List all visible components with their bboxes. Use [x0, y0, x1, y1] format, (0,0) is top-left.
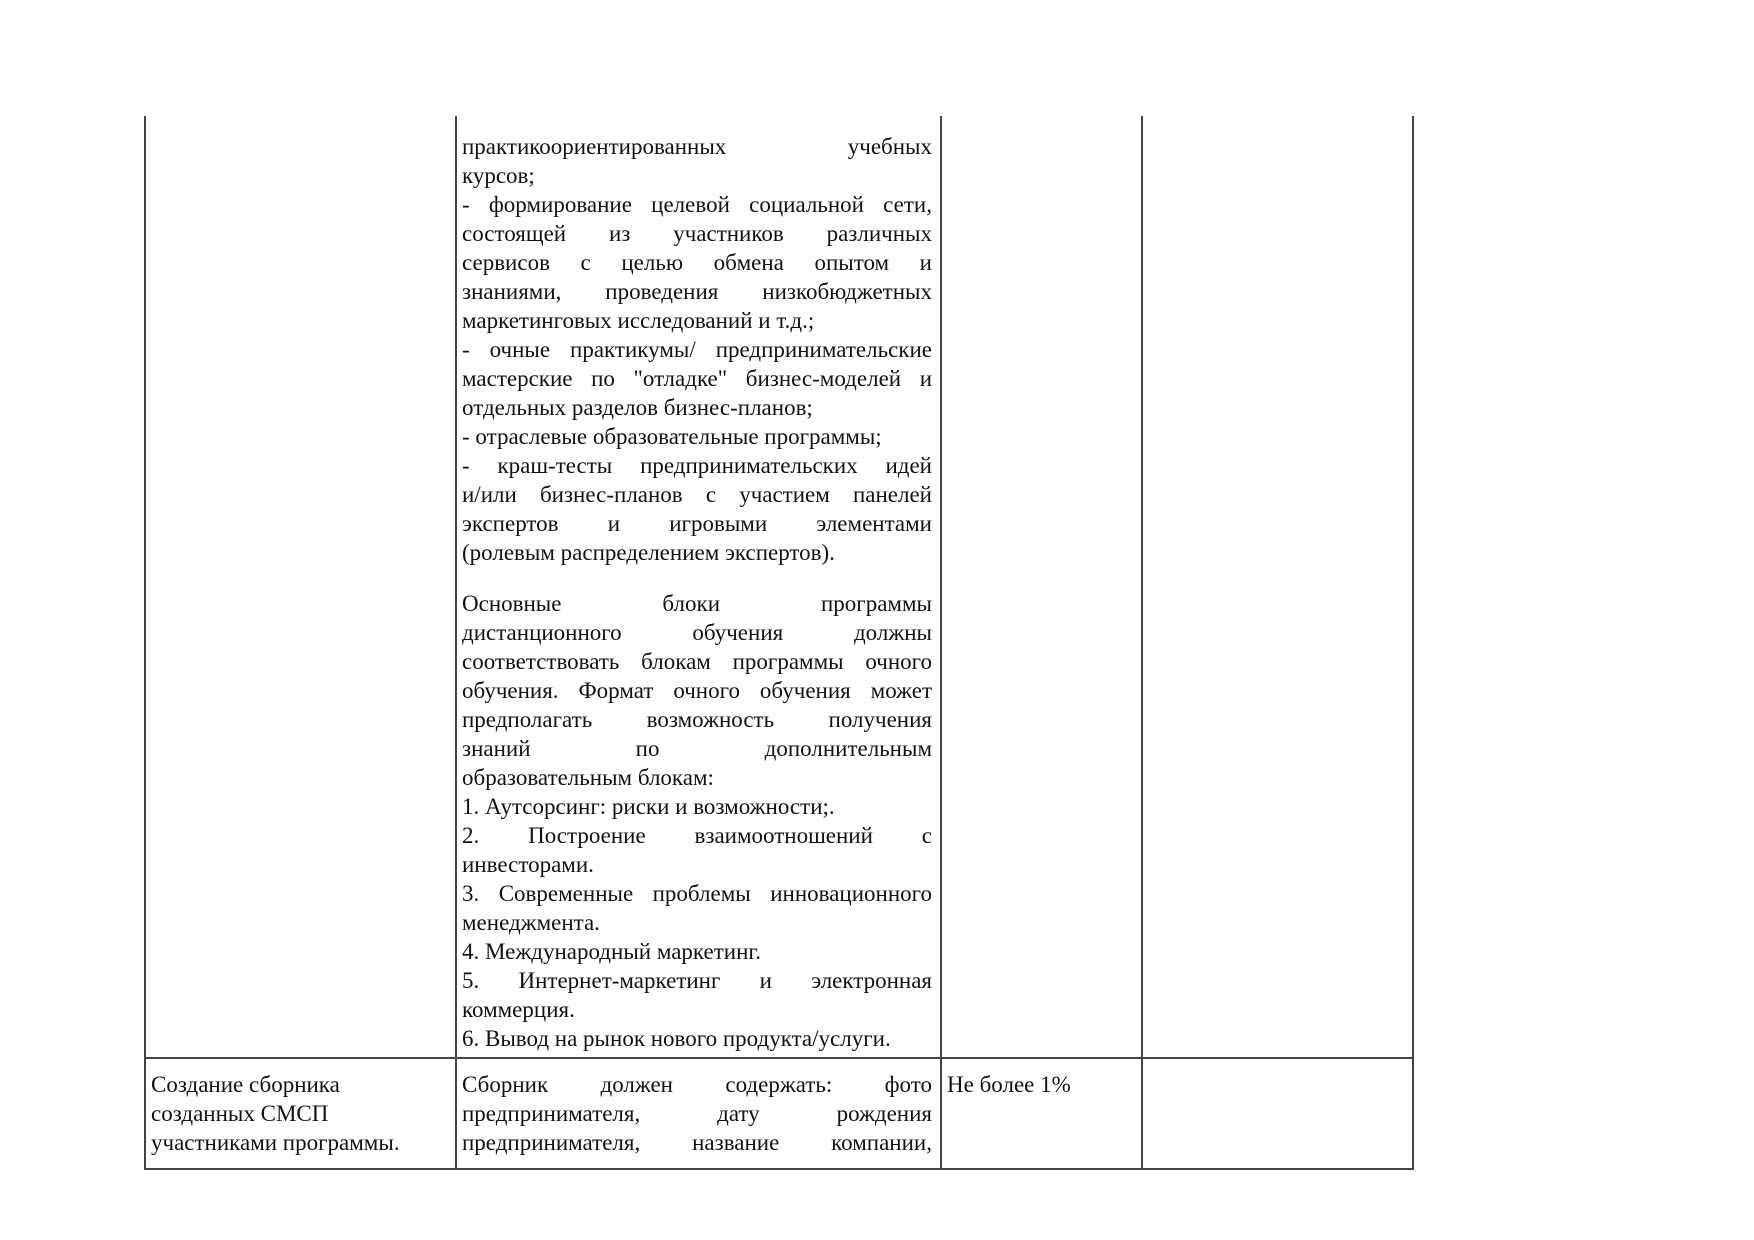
text-line: 1. Аутсорсинг: риски и возможности;.: [462, 794, 835, 819]
text-line: курсов;: [462, 163, 535, 188]
text-line: сервисов с целью обмена опытом и: [462, 250, 932, 275]
text-line: знаний по дополнительным: [462, 736, 932, 761]
text-line: мастерские по "отладке" бизнес-моделей и: [462, 366, 932, 391]
text-line: 4. Международный маркетинг.: [462, 939, 761, 964]
table-border-col2: [455, 116, 457, 1170]
text-line: созданных СМСП: [151, 1101, 329, 1126]
text-line: соответствовать блокам программы очного: [462, 649, 932, 674]
row1-description-cell: [462, 132, 932, 1053]
text-line: участниками программы.: [151, 1130, 400, 1155]
row2-description-cell: [462, 1070, 932, 1157]
table-border-col4: [1141, 116, 1143, 1170]
text-line: менеджмента.: [462, 910, 600, 935]
paragraph-gap: [462, 567, 932, 589]
text-line: дистанционного обучения должны: [462, 620, 932, 645]
text-line: состоящей из участников различных: [462, 221, 932, 246]
text-line: предполагать возможность получения: [462, 707, 932, 732]
text-line: (ролевым распределением экспертов).: [462, 540, 835, 565]
row2-activity-cell: [151, 1070, 451, 1157]
text-line: и/или бизнес-планов с участием панелей: [462, 482, 932, 507]
table-row-divider: [144, 1057, 1414, 1059]
text-line: обучения. Формат очного обучения может: [462, 678, 932, 703]
text-line: экспертов и игровыми элементами: [462, 511, 932, 536]
table-border-col3: [940, 116, 942, 1170]
text-line: практикоориентированных учебных: [462, 134, 932, 159]
text-line: 3. Современные проблемы инновационного: [462, 881, 932, 906]
text-line: 5. Интернет-маркетинг и электронная: [462, 968, 932, 993]
text-line: знаниями, проведения низкобюджетных: [462, 279, 932, 304]
text-line: - формирование целевой социальной сети,: [462, 192, 932, 217]
text-line: - очные практикумы/ предпринимательские: [462, 337, 932, 362]
text-line: маркетинговых исследований и т.д.;: [462, 308, 815, 333]
text-line: - краш-тесты предпринимательских идей: [462, 453, 932, 478]
row2-limit-cell: [947, 1070, 1137, 1099]
text-line: инвесторами.: [462, 852, 594, 877]
table-border-right: [1412, 116, 1414, 1170]
text-line: Основные блоки программы: [462, 591, 932, 616]
text-line: коммерция.: [462, 997, 575, 1022]
text-line: 6. Вывод на рынок нового продукта/услуги.: [462, 1026, 891, 1051]
limit-value: Не более 1%: [947, 1072, 1071, 1097]
text-line: Сборник должен содержать: фото: [462, 1072, 932, 1097]
text-line: отдельных разделов бизнес-планов;: [462, 395, 813, 420]
text-line: предпринимателя, дату рождения: [462, 1101, 932, 1126]
text-line: 2. Построение взаимоотношений с: [462, 823, 932, 848]
text-line: - отраслевые образовательные программы;: [462, 424, 882, 449]
text-line: Создание сборника: [151, 1072, 340, 1097]
text-line: образовательным блокам:: [462, 765, 714, 790]
table-border-bottom: [144, 1168, 1414, 1170]
text-line: предпринимателя, название компании,: [462, 1130, 932, 1155]
table-border-left: [144, 116, 146, 1170]
